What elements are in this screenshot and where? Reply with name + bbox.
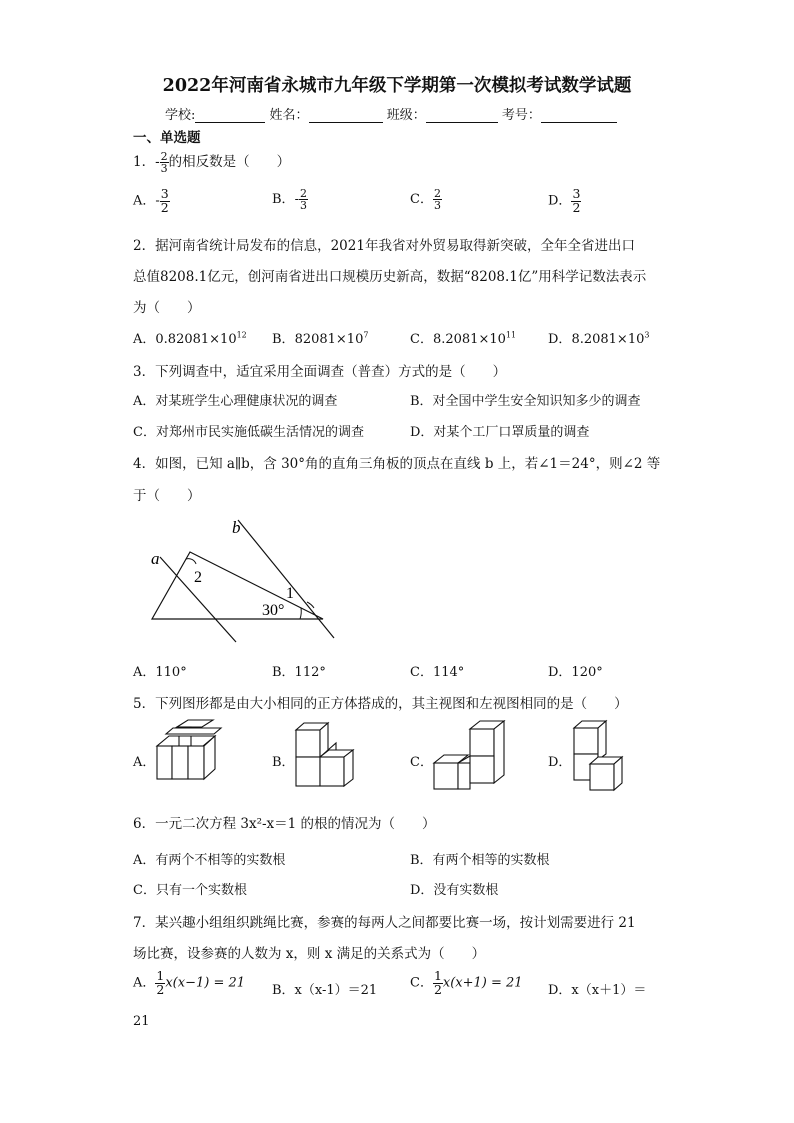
q7-option-d[interactable]: D．x（x＋1）＝ bbox=[548, 983, 647, 998]
angle-2-arc bbox=[186, 559, 196, 564]
q3-option-b[interactable]: B．对全国中学生安全知识知多少的调查 bbox=[410, 394, 641, 409]
question-3-stem: 3．下列调查中，适宜采用全面调查（普查）方式的是（ ） bbox=[133, 364, 507, 380]
q1-fraction: $\frac{2}{3}$ bbox=[160, 150, 168, 175]
q1-option-c[interactable]: C． $\frac{2}{3}$ bbox=[410, 187, 441, 212]
question-4-line-1: 4．如图，已知 a∥b，含 30°角的直角三角板的顶点在直线 b 上，若∠1＝24°，则∠2 等 bbox=[133, 456, 661, 472]
school-field[interactable] bbox=[195, 110, 265, 123]
q5-figure-c bbox=[432, 720, 510, 790]
q1-number: 1． bbox=[133, 154, 156, 170]
section-heading: 一、单选题 bbox=[133, 130, 201, 146]
q3-option-a[interactable]: A．对某班学生心理健康状况的调查 bbox=[133, 394, 338, 409]
question-6-stem: 6．一元二次方程 3x²-x＝1 的根的情况为（ ） bbox=[133, 816, 436, 832]
q4-option-c[interactable]: C．114° bbox=[410, 665, 465, 680]
label-b: b bbox=[232, 518, 241, 537]
page-title: 2022年河南省永城市九年级下学期第一次模拟考试数学试题 bbox=[162, 76, 632, 96]
name-label: 姓名： bbox=[269, 108, 309, 123]
q3-option-c[interactable]: C．对郑州市民实施低碳生活情况的调查 bbox=[133, 425, 364, 440]
exam-no-label: 考号： bbox=[501, 108, 541, 123]
q5-figure-b bbox=[293, 722, 361, 788]
question-2-line-3: 为（ ） bbox=[133, 300, 201, 316]
label-angle-1: 1 bbox=[286, 585, 294, 602]
class-label: 班级： bbox=[386, 108, 426, 123]
school-label: 学校: bbox=[165, 108, 196, 123]
q4-triangle-figure bbox=[140, 512, 340, 647]
q3-option-d[interactable]: D．对某个工厂口罩质量的调查 bbox=[410, 425, 590, 440]
q7-option-d-wrap: 21 bbox=[133, 1014, 150, 1029]
q2-option-d[interactable]: D．$8.2081\times 10^3$ bbox=[548, 330, 650, 347]
q5-figure-d bbox=[570, 720, 640, 792]
q1-tail: 的相反数是（ ） bbox=[168, 154, 291, 170]
q6-option-a[interactable]: A．有两个不相等的实数根 bbox=[133, 853, 286, 868]
q4-option-b[interactable]: B．112° bbox=[272, 665, 326, 680]
q2-option-c[interactable]: C．$8.2081\times 10^{11}$ bbox=[410, 330, 517, 347]
q6-option-b[interactable]: B．有两个相等的实数根 bbox=[410, 853, 550, 868]
angle-30-arc bbox=[300, 608, 301, 619]
name-field[interactable] bbox=[309, 110, 383, 123]
set-square-triangle bbox=[152, 552, 323, 619]
q5-option-b[interactable]: B． bbox=[272, 755, 295, 770]
class-field[interactable] bbox=[426, 110, 498, 123]
q7-option-a[interactable]: A． $\frac{1}{2}$ x(x−1) = 21 bbox=[133, 968, 246, 997]
question-7-line-1: 7．某兴趣小组组织跳绳比赛，参赛的每两人之间都要比赛一场，按计划需要进行 21 bbox=[133, 915, 636, 931]
question-2-line-2: 总值8208.1亿元，创河南省进出口规模历史新高，数据“8208.1亿”用科学记数法表示 bbox=[133, 269, 647, 285]
q5-option-c[interactable]: C． bbox=[410, 755, 433, 770]
q4-option-a[interactable]: A．110° bbox=[133, 665, 187, 680]
q6-option-d[interactable]: D．没有实数根 bbox=[410, 883, 499, 898]
q7-option-c[interactable]: C． $\frac{1}{2}$ x(x+1) = 21 bbox=[410, 968, 523, 997]
q5-option-a[interactable]: A． bbox=[133, 755, 156, 770]
q1-sign: - bbox=[155, 154, 160, 170]
question-5-stem: 5．下列图形都是由大小相同的正方体搭成的，其主视图和左视图相同的是（ ） bbox=[133, 696, 628, 712]
label-angle-30: 30° bbox=[262, 602, 285, 619]
question-2-line-1: 2．据河南省统计局发布的信息，2021年我省对外贸易取得新突破，全年全省进出口 bbox=[133, 238, 635, 254]
label-a: a bbox=[151, 549, 160, 568]
q2-option-a[interactable]: A．$0.82081\times 10^{12}$ bbox=[133, 330, 247, 347]
exam-no-field[interactable] bbox=[541, 110, 617, 123]
question-4-line-2: 于（ ） bbox=[133, 488, 201, 504]
student-info-line bbox=[165, 104, 617, 123]
q1-option-a[interactable]: A．- $\frac{3}{2}$ bbox=[133, 186, 169, 215]
q2-option-b[interactable]: B．$82081\times 10^7$ bbox=[272, 330, 369, 347]
line-b bbox=[238, 520, 334, 638]
question-1-stem bbox=[133, 150, 290, 174]
q6-option-c[interactable]: C．只有一个实数根 bbox=[133, 883, 247, 898]
question-7-line-2: 场比赛，设参赛的人数为 x，则 x 满足的关系式为（ ） bbox=[133, 946, 486, 962]
angle-1-arc bbox=[307, 602, 314, 608]
q5-figure-a bbox=[155, 720, 219, 784]
q5-option-d[interactable]: D． bbox=[548, 755, 572, 770]
q1-option-d[interactable]: D． $\frac{3}{2}$ bbox=[548, 186, 581, 215]
q4-option-d[interactable]: D．120° bbox=[548, 665, 603, 680]
q7-option-b[interactable]: B．x（x-1）＝21 bbox=[272, 983, 378, 998]
label-angle-2: 2 bbox=[194, 569, 202, 586]
q1-option-b[interactable]: B．- $\frac{2}{3}$ bbox=[272, 187, 307, 212]
